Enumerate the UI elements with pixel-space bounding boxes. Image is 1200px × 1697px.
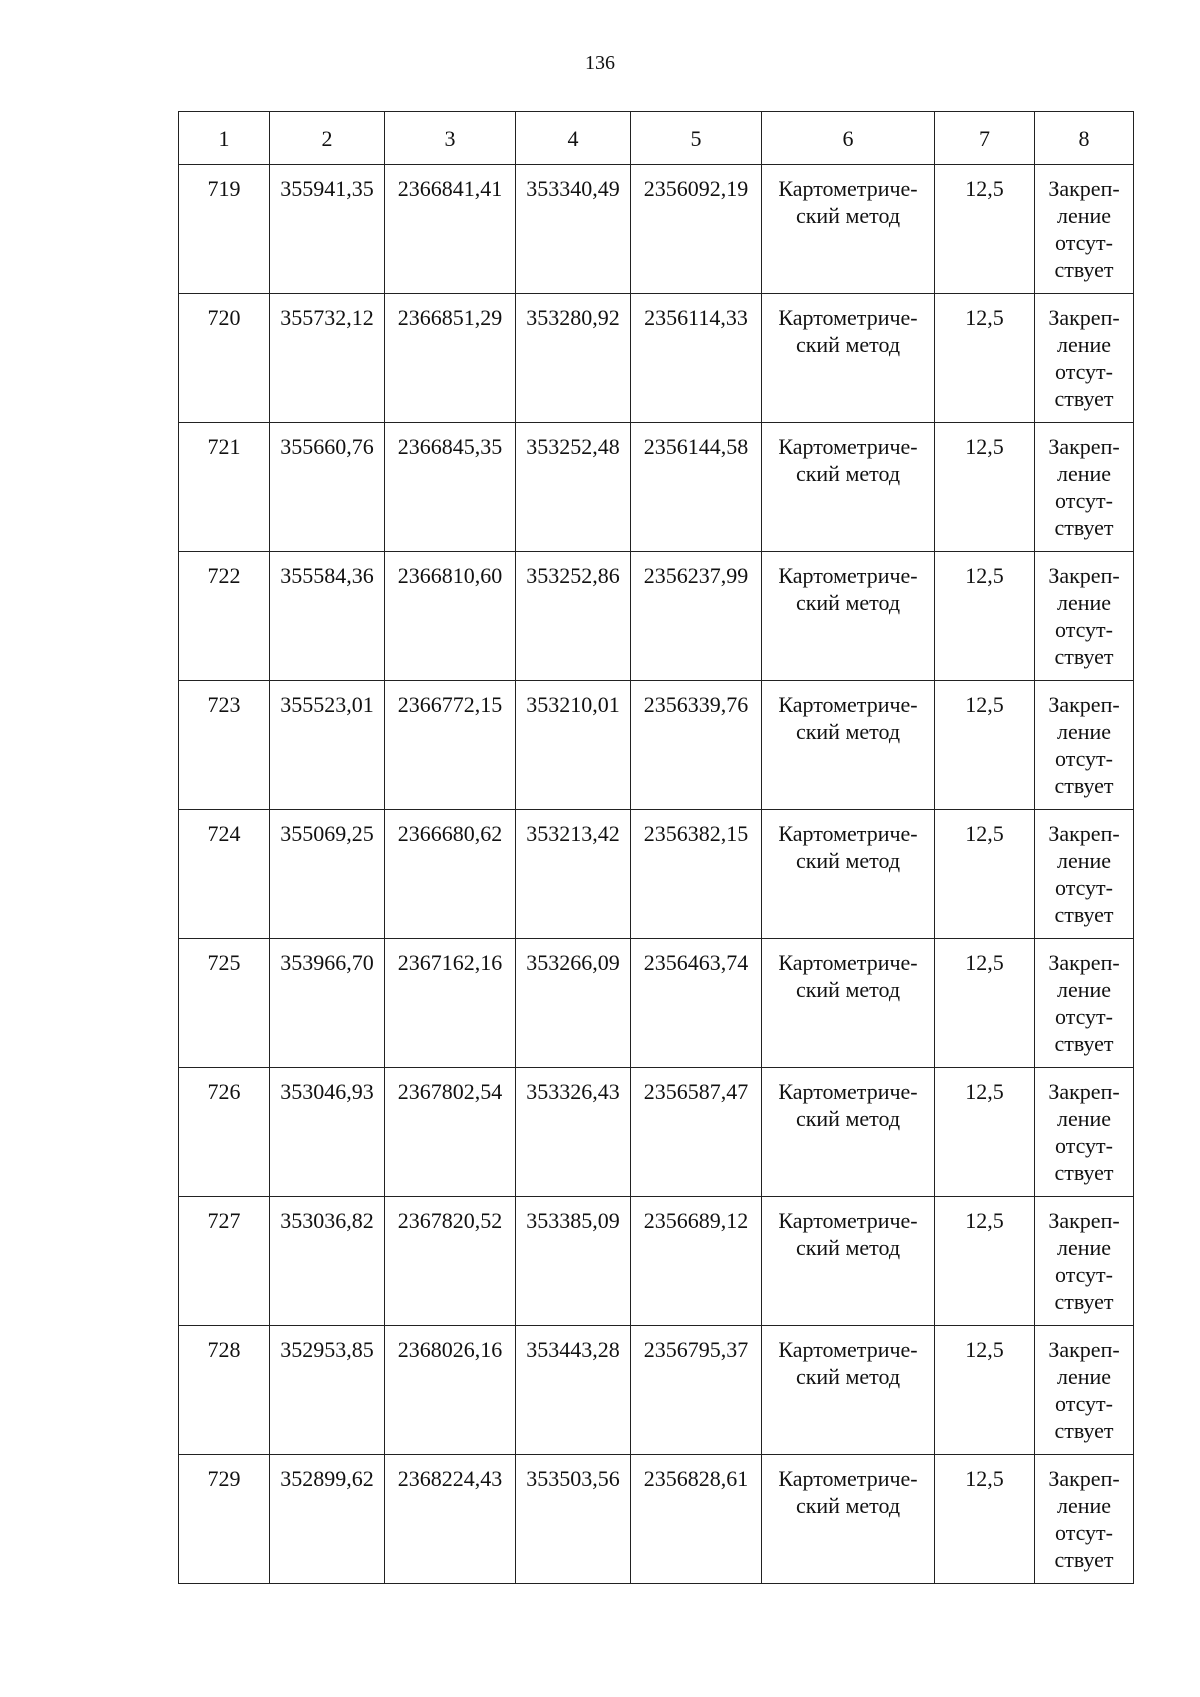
coordinate-cell: 2366841,41 [385,165,516,294]
point-number-cell: 727 [179,1197,270,1326]
column-header: 8 [1035,112,1134,165]
coordinate-cell: 355660,76 [270,423,385,552]
method-cell: Картометриче- ский метод [762,294,935,423]
table-row [179,939,1134,1068]
coordinate-cell: 353503,56 [516,1455,631,1584]
table-row [179,681,1134,810]
accuracy-cell: 12,5 [935,810,1035,939]
coordinate-cell: 2356795,37 [631,1326,762,1455]
method-cell: Картометриче- ский метод [762,165,935,294]
method-cell: Картометриче- ский метод [762,552,935,681]
coordinate-cell: 2367820,52 [385,1197,516,1326]
method-cell: Картометриче- ский метод [762,810,935,939]
coordinate-cell: 352899,62 [270,1455,385,1584]
table-row [179,1326,1134,1455]
coordinate-cell: 2356339,76 [631,681,762,810]
coordinate-cell: 355069,25 [270,810,385,939]
point-number-cell: 726 [179,1068,270,1197]
point-number-cell: 719 [179,165,270,294]
coordinate-cell: 2356237,99 [631,552,762,681]
point-number-cell: 724 [179,810,270,939]
coordinate-cell: 355732,12 [270,294,385,423]
column-header: 3 [385,112,516,165]
table-header-row [179,112,1134,165]
point-number-cell: 723 [179,681,270,810]
table-row [179,1068,1134,1197]
coordinate-cell: 355584,36 [270,552,385,681]
accuracy-cell: 12,5 [935,939,1035,1068]
coordinate-cell: 353210,01 [516,681,631,810]
method-cell: Картометриче- ский метод [762,681,935,810]
accuracy-cell: 12,5 [935,165,1035,294]
coordinate-cell: 355941,35 [270,165,385,294]
coordinate-cell: 353252,86 [516,552,631,681]
column-header: 2 [270,112,385,165]
coordinate-cell: 2356689,12 [631,1197,762,1326]
accuracy-cell: 12,5 [935,1455,1035,1584]
table-row [179,552,1134,681]
accuracy-cell: 12,5 [935,552,1035,681]
point-number-cell: 729 [179,1455,270,1584]
fixing-cell: Закреп- ление отсут- ствует [1035,165,1134,294]
coordinate-cell: 2356114,33 [631,294,762,423]
point-number-cell: 722 [179,552,270,681]
coordinate-cell: 353966,70 [270,939,385,1068]
column-header: 5 [631,112,762,165]
table-row [179,1197,1134,1326]
coordinate-cell: 2356587,47 [631,1068,762,1197]
coordinate-cell: 353443,28 [516,1326,631,1455]
method-cell: Картометриче- ский метод [762,939,935,1068]
coordinates-table [178,111,1134,1584]
coordinate-cell: 353326,43 [516,1068,631,1197]
coordinate-cell: 353036,82 [270,1197,385,1326]
table-row [179,294,1134,423]
coordinate-cell: 353252,48 [516,423,631,552]
coordinate-cell: 355523,01 [270,681,385,810]
accuracy-cell: 12,5 [935,423,1035,552]
coordinate-cell: 353385,09 [516,1197,631,1326]
column-header: 1 [179,112,270,165]
fixing-cell: Закреп- ление отсут- ствует [1035,423,1134,552]
table-row [179,1455,1134,1584]
accuracy-cell: 12,5 [935,1326,1035,1455]
fixing-cell: Закреп- ление отсут- ствует [1035,1455,1134,1584]
coordinate-cell: 2368224,43 [385,1455,516,1584]
accuracy-cell: 12,5 [935,294,1035,423]
method-cell: Картометриче- ский метод [762,1068,935,1197]
method-cell: Картометриче- ский метод [762,1326,935,1455]
method-cell: Картометриче- ский метод [762,423,935,552]
coordinate-cell: 2368026,16 [385,1326,516,1455]
table-row [179,165,1134,294]
point-number-cell: 720 [179,294,270,423]
column-header: 6 [762,112,935,165]
coordinate-cell: 2366845,35 [385,423,516,552]
accuracy-cell: 12,5 [935,681,1035,810]
fixing-cell: Закреп- ление отсут- ствует [1035,939,1134,1068]
coordinate-cell: 2366851,29 [385,294,516,423]
column-header: 4 [516,112,631,165]
coordinate-cell: 2356828,61 [631,1455,762,1584]
accuracy-cell: 12,5 [935,1197,1035,1326]
method-cell: Картометриче- ский метод [762,1455,935,1584]
table-row [179,810,1134,939]
coordinate-cell: 352953,85 [270,1326,385,1455]
coordinate-cell: 2356092,19 [631,165,762,294]
fixing-cell: Закреп- ление отсут- ствует [1035,1197,1134,1326]
coordinate-cell: 353280,92 [516,294,631,423]
point-number-cell: 728 [179,1326,270,1455]
accuracy-cell: 12,5 [935,1068,1035,1197]
coordinate-cell: 353340,49 [516,165,631,294]
coordinate-cell: 353213,42 [516,810,631,939]
coordinate-cell: 353266,09 [516,939,631,1068]
page-number: 136 [585,52,615,74]
coordinate-cell: 2367162,16 [385,939,516,1068]
fixing-cell: Закреп- ление отсут- ствует [1035,294,1134,423]
coordinate-cell: 2366680,62 [385,810,516,939]
fixing-cell: Закреп- ление отсут- ствует [1035,1068,1134,1197]
fixing-cell: Закреп- ление отсут- ствует [1035,810,1134,939]
fixing-cell: Закреп- ление отсут- ствует [1035,681,1134,810]
coordinate-cell: 2367802,54 [385,1068,516,1197]
coordinate-cell: 353046,93 [270,1068,385,1197]
point-number-cell: 725 [179,939,270,1068]
coordinate-cell: 2366772,15 [385,681,516,810]
coordinate-cell: 2366810,60 [385,552,516,681]
fixing-cell: Закреп- ление отсут- ствует [1035,1326,1134,1455]
method-cell: Картометриче- ский метод [762,1197,935,1326]
coordinate-cell: 2356144,58 [631,423,762,552]
point-number-cell: 721 [179,423,270,552]
table-row [179,423,1134,552]
coordinate-cell: 2356382,15 [631,810,762,939]
fixing-cell: Закреп- ление отсут- ствует [1035,552,1134,681]
column-header: 7 [935,112,1035,165]
coordinate-cell: 2356463,74 [631,939,762,1068]
